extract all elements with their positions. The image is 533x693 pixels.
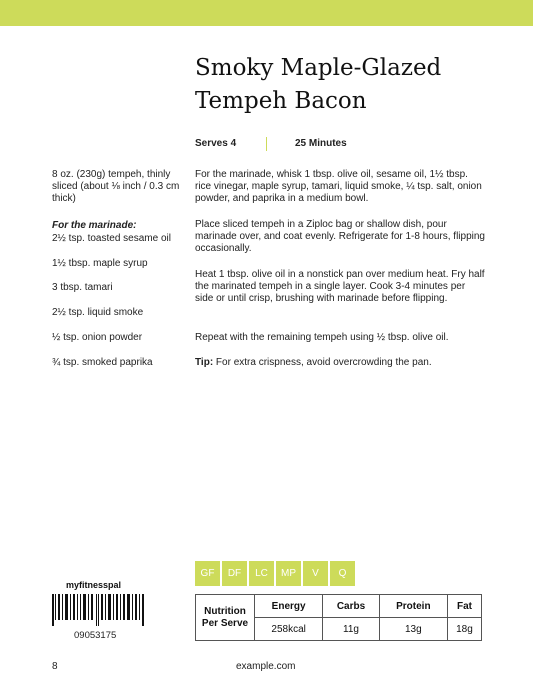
barcode-image: [52, 594, 145, 626]
nutrition-header: Fat: [447, 595, 481, 618]
ingredient-item: 8 oz. (230g) tempeh, thinly sliced (about ⅛ inch / 0.3 cm thick): [52, 169, 180, 204]
ingredient-item: 2½ tsp. toasted sesame oil: [52, 233, 171, 244]
tip-note: [195, 357, 485, 369]
barcode-number: 09053175: [74, 630, 117, 641]
diet-badge: V: [303, 561, 328, 586]
brand-logo: myfitnesspal: [66, 580, 122, 590]
diet-badges: [195, 561, 355, 586]
nutrition-header: Energy: [255, 595, 323, 618]
nutrition-value: 13g: [379, 618, 447, 641]
tip-label: Tip:: [195, 357, 214, 368]
nutrition-label: Nutrition Per Serve: [196, 595, 255, 641]
page-number: 8: [52, 661, 58, 672]
method-step: For the marinade, whisk 1 tbsp. olive oil, sesame oil, 1½ tbsp. rice vinegar, maple syrup, tamari, liquid smoke, ¼ tsp. salt, onion powder, and paprika in a medium bowl.: [195, 169, 482, 204]
ingredient-item: 1½ tbsp. maple syrup: [52, 258, 148, 269]
method-step: Heat 1 tbsp. olive oil in a nonstick pan over medium heat. Fry half the marinated tempeh in a single layer. Cook 3-4 minutes per side or until crisp, brushing with marinade before flipping.: [195, 269, 485, 304]
ingredient-item: ¾ tsp. smoked paprika: [52, 357, 153, 368]
recipe-title: Smoky Maple-Glazed Tempeh Bacon: [195, 55, 442, 114]
footer-url: example.com: [236, 661, 296, 672]
diet-badge: LC: [249, 561, 274, 586]
top-accent-bar: [0, 0, 533, 26]
nutrition-header: Carbs: [323, 595, 379, 618]
diet-badge: DF: [222, 561, 247, 586]
nutrition-header-row: [196, 595, 482, 618]
ingredient-item: 2½ tsp. liquid smoke: [52, 307, 144, 318]
method-step: Repeat with the remaining tempeh using ½ tbsp. olive oil.: [195, 332, 449, 343]
meta-divider: [266, 137, 267, 151]
nutrition-table: [195, 594, 482, 641]
nutrition-value: 11g: [323, 618, 379, 641]
ingredient-subheading: For the marinade:: [52, 220, 137, 231]
diet-badge: GF: [195, 561, 220, 586]
method-step: Place sliced tempeh in a Ziploc bag or shallow dish, pour marinade over, and coat evenly. Refrigerate for 1-8 hours, flipping occasionally.: [195, 219, 485, 254]
nutrition-value: 18g: [447, 618, 481, 641]
diet-badge: Q: [330, 561, 355, 586]
serves-label: Serves 4: [195, 138, 237, 149]
nutrition-header: Protein: [379, 595, 447, 618]
nutrition-value: 258kcal: [255, 618, 323, 641]
diet-badge: MP: [276, 561, 301, 586]
time-label: 25 Minutes: [295, 138, 347, 149]
ingredient-item: ½ tsp. onion powder: [52, 332, 143, 343]
ingredient-item: 3 tbsp. tamari: [52, 282, 113, 293]
tip-text: For extra crispness, avoid overcrowding the pan.: [213, 357, 432, 368]
